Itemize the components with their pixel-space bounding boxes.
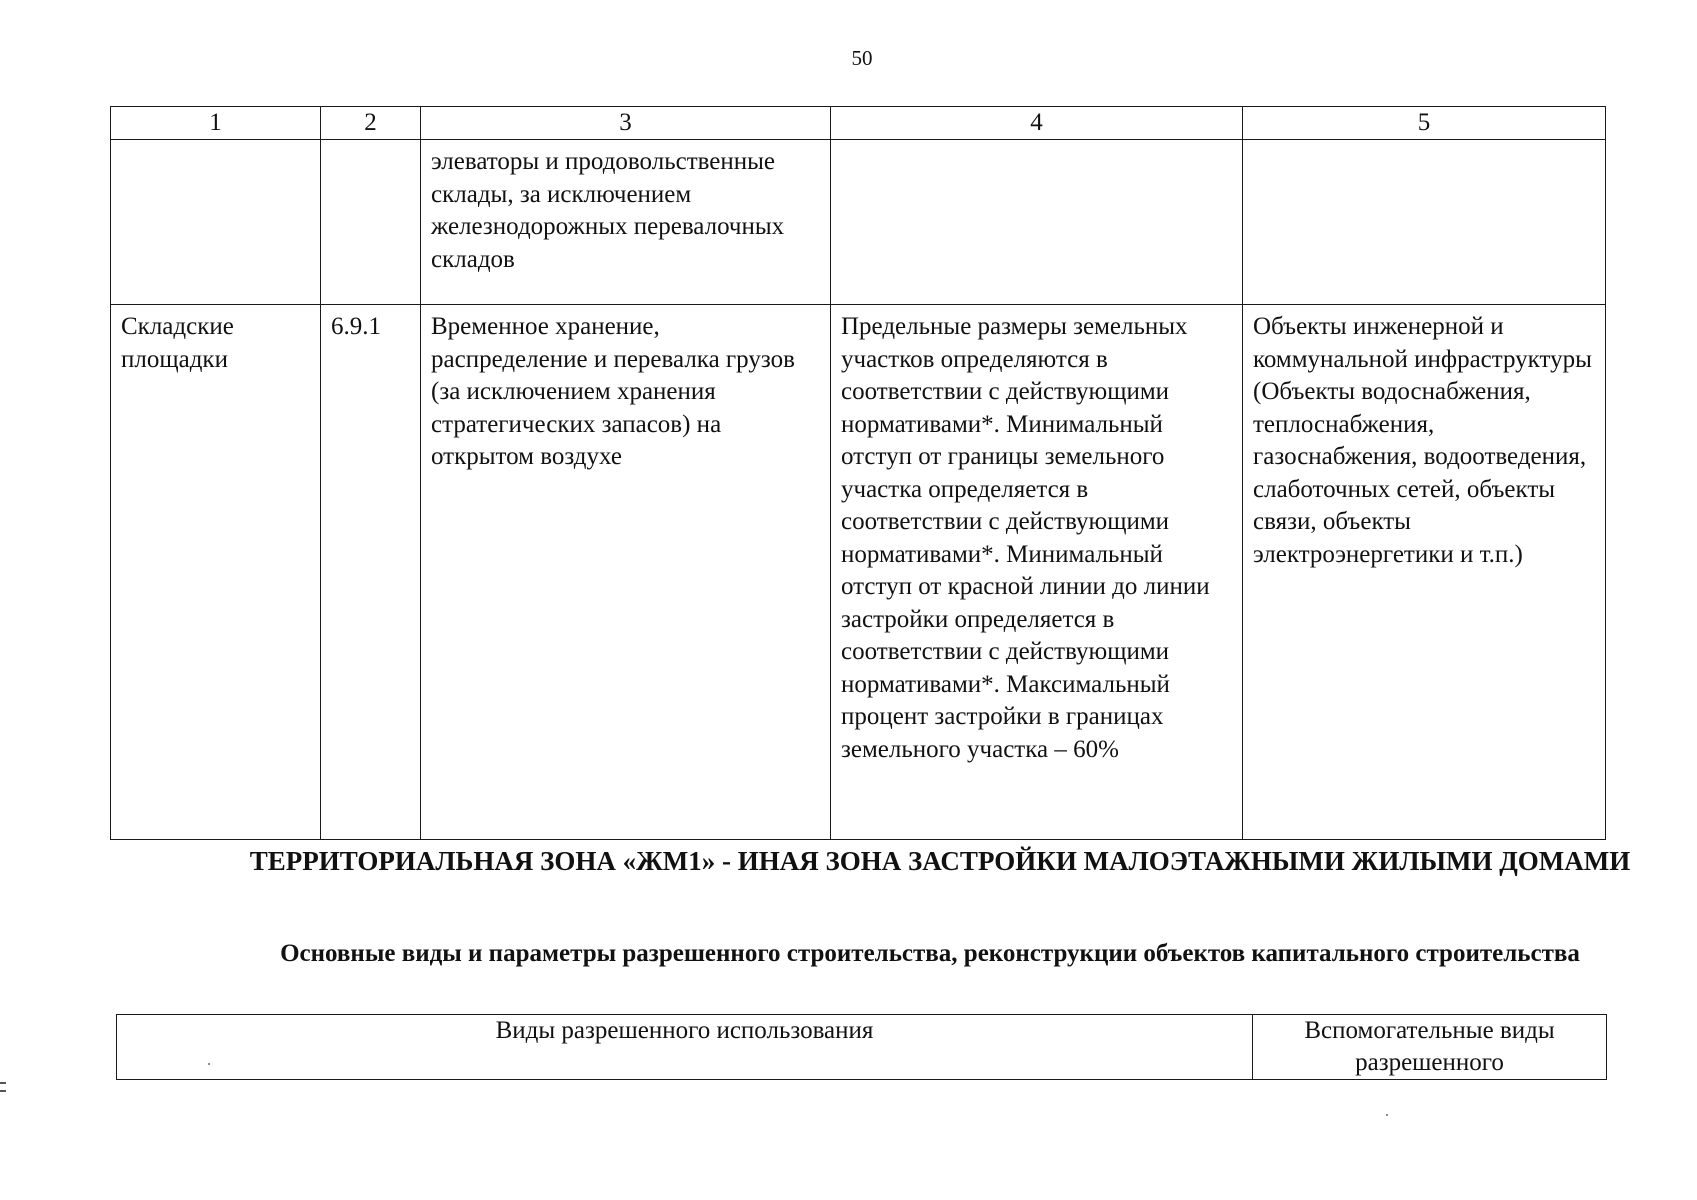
auxiliary-uses-header: Вспомогательные виды разрешенного [1253, 1015, 1607, 1080]
header-cell-5: 5 [1243, 107, 1606, 140]
row1-col4-cell [831, 140, 1243, 305]
table-row [111, 140, 1606, 305]
header-cell-3: 3 [421, 107, 831, 140]
scan-artifact [0, 1082, 6, 1084]
use-name: Складские площадки [111, 305, 321, 840]
section-subheading: Основные виды и параметры разрешенного строительства, реконструкции объектов капитального строительства [280, 940, 1580, 967]
parameters-text: Предельные размеры земельных участков определяются в соответствии с действующими нормативами*. Минимальный отступ от границы земельного участка определяется в соответствии с действующими нормативами*. Минимальный отступ от красной линии до линии застройки определяется в соответствии с действующими нормативами*. Максимальный процент застройки в границах земельного участка – 60% [831, 305, 1243, 840]
header-cell-2: 2 [321, 107, 421, 140]
row1-col2-cell [321, 140, 421, 305]
scan-artifact [0, 1090, 6, 1092]
header-cell-1: 1 [111, 107, 321, 140]
page-number: 50 [851, 46, 873, 70]
row1-col1-cell [111, 140, 321, 305]
header-cell-4: 4 [831, 107, 1243, 140]
scan-dot [208, 1063, 210, 1065]
row1-use-description: элеваторы и продовольственные склады, за исключением железнодорожных перевалочных складов [421, 140, 831, 305]
use-description: Временное хранение, распределение и перевалка грузов (за исключением хранения стратегических запасов) на открытом воздухе [421, 305, 831, 840]
main-uses-table [116, 1014, 1607, 1080]
use-code: 6.9.1 [321, 305, 421, 840]
zone-heading: ТЕРРИТОРИАЛЬНАЯ ЗОНА «ЖМ1» - ИНАЯ ЗОНА ЗАСТРОЙКИ МАЛОЭТАЖНЫМИ ЖИЛЫМИ ДОМАМИ [249, 846, 1631, 876]
table-header-row [111, 107, 1606, 140]
scan-dot [1386, 1114, 1388, 1116]
permitted-uses-header: Виды разрешенного использования [117, 1015, 1253, 1080]
row1-col5-cell [1243, 140, 1606, 305]
auxiliary-uses: Объекты инженерной и коммунальной инфраструктуры (Объекты водоснабжения, теплоснабжения, газоснабжения, водоотведения, слаботочных сетей, объекты связи, объекты электроэнергетики и т.п.) [1243, 305, 1606, 840]
permitted-use-table [110, 106, 1606, 840]
table-row [111, 305, 1606, 840]
table-header-row [117, 1015, 1607, 1080]
